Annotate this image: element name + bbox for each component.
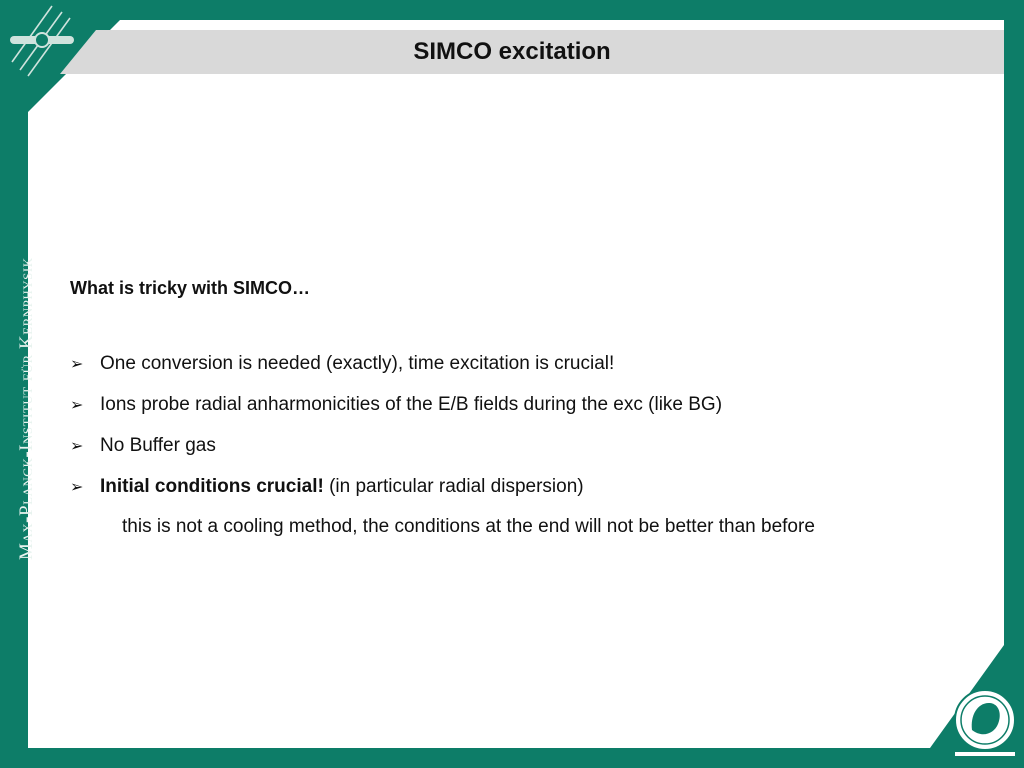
bullet-item <box>70 394 970 435</box>
bullet-arrow-icon: ➢ <box>70 438 84 455</box>
bullet-text: No Buffer gas <box>100 435 216 456</box>
bullet-arrow-icon: ➢ <box>70 397 84 414</box>
sub-note: this is not a cooling method, the conditions at the end will not be better than before <box>122 516 815 537</box>
bullet-text <box>100 476 584 498</box>
bullet-rest-text: (in particular radial dispersion) <box>323 476 584 497</box>
bullet-item <box>70 353 970 394</box>
institute-label: Max-Planck-Institut für Kernphysik <box>16 257 37 560</box>
slide-title: SIMCO excitation <box>413 38 611 65</box>
bullet-arrow-icon: ➢ <box>70 356 84 373</box>
bullet-item <box>70 435 970 476</box>
bullet-arrow-icon: ➢ <box>70 479 84 496</box>
slide-body <box>70 278 970 538</box>
bullet-text: Ions probe radial anharmonicities of the E/B fields during the exc (like BG) <box>100 394 723 415</box>
bullet-bold-text: Initial conditions crucial! <box>100 476 324 497</box>
section-heading: What is tricky with SIMCO… <box>70 278 311 298</box>
bullet-text: One conversion is needed (exactly), time excitation is crucial! <box>100 353 615 374</box>
bullet-item <box>70 476 970 517</box>
